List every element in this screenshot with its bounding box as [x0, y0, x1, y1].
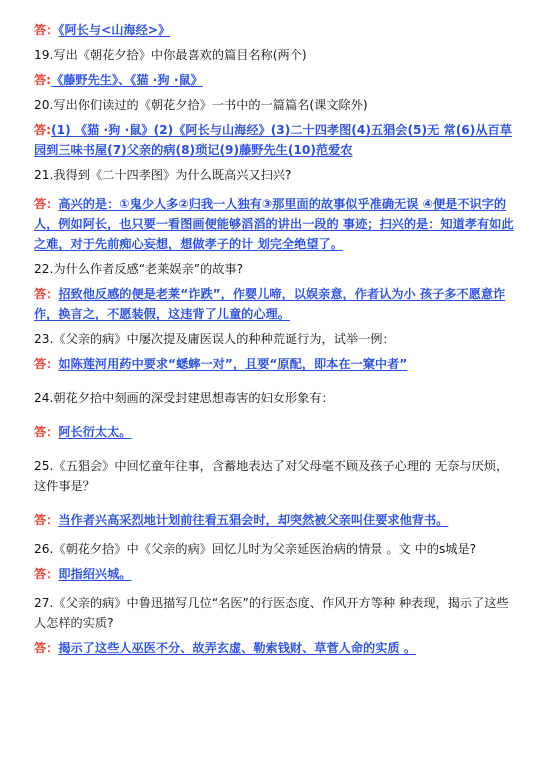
answer-22 [34, 284, 514, 324]
answer-23 [34, 354, 514, 374]
answer-text: 高兴的是：①鬼少人多②归我一人独有③那里面的故事似乎准确无误 ④便是不识字的人，例如阿长，也只要一看图画便能够滔滔的讲出一段的 事迹；扫兴的是：知道孝有如此之难，对于先前痴心妄想，想做孝子的计 划完全绝望了。 [34, 197, 514, 251]
question-24: 24.朝花夕拾中刻画的深受封建思想毒害的妇女形象有： [34, 391, 334, 405]
answer-text: 招致他反感的便是老莱“诈跌”，作婴儿啼，以娱亲意，作者认为小 孩子多不愿意诈作，换言之，不愿装假，这违背了儿童的心理。 [34, 287, 506, 321]
answer-label: 答： [34, 513, 59, 527]
document-page [34, 20, 514, 658]
answer-label: 答： [34, 23, 59, 37]
answer-text: 即指绍兴城。 [58, 567, 132, 581]
answer-label: 答： [34, 287, 59, 301]
question-20: 20.写出你们读过的《朝花夕拾》一书中的一篇篇名(课文除外) [34, 98, 368, 112]
question-27: 27.《父亲的病》中鲁迅描写几位“名医”的行医态度、作风开方等种 种表现，揭示了这些人怎样的实质? [34, 596, 509, 630]
answer-label: 答： [34, 357, 59, 371]
answer-text: 揭示了这些人巫医不分、故弄玄虚、勒索钱财、草菅人命的实质 。 [58, 641, 417, 655]
answer-21 [34, 194, 514, 254]
answer-text: (1) 《猫 ·狗 ·鼠》(2)《阿长与山海经》(3)二十四孝图(4)五猖会(5)无 常(6)从百草园到三味书屋(7)父亲的病(8)琐记(9)藤野先生(10)范爱农 [34, 123, 512, 157]
question-25: 25.《五猖会》中回忆童年往事，含蓄地表达了对父母毫不顾及孩子心理的 无奈与厌烦，这件事是？ [34, 459, 509, 493]
answer-19 [34, 70, 514, 90]
answer-label: 答： [34, 425, 59, 439]
answer-label: 答: [34, 123, 52, 137]
question-19: 19.写出《朝花夕拾》中你最喜欢的篇目名称(两个) [34, 48, 307, 62]
answer-26 [34, 564, 514, 584]
answer-label: 答： [34, 641, 59, 655]
answer-label: 答： [34, 567, 59, 581]
answer-label: 答： [34, 197, 59, 211]
question-22: 22.为什么作者反感“老莱娱亲”的故事? [34, 262, 244, 276]
answer-25 [34, 510, 514, 530]
answer-text: 阿长衍太太。 [58, 425, 132, 439]
answer-20 [34, 120, 514, 160]
question-26: 26.《朝花夕拾》中《父亲的病》回忆儿时为父亲延医治病的情景 。文 中的s城是? [34, 542, 477, 556]
answer-text: 如陈莲河用药中要求“蟋蟀一对”，且要“原配，即本在一窠中者” [58, 357, 408, 371]
answer-text: 《阿长与<山海经>》 [58, 23, 171, 37]
answer-text: 当作者兴高采烈地计划前往看五猖会时，却突然被父亲叫住要求他背书。 [58, 513, 449, 527]
answer-18 [34, 20, 514, 40]
answer-24 [34, 422, 514, 442]
question-23: 23.《父亲的病》中屡次提及庸医误人的种种荒诞行为，试举一例： [34, 332, 395, 346]
answer-text: 《藤野先生》、《猫 ·狗 ·鼠》 [51, 73, 203, 87]
answer-27 [34, 638, 514, 658]
question-21: 21.我得到《二十四孝图》为什么既高兴又扫兴? [34, 168, 292, 182]
answer-label: 答: [34, 73, 52, 87]
